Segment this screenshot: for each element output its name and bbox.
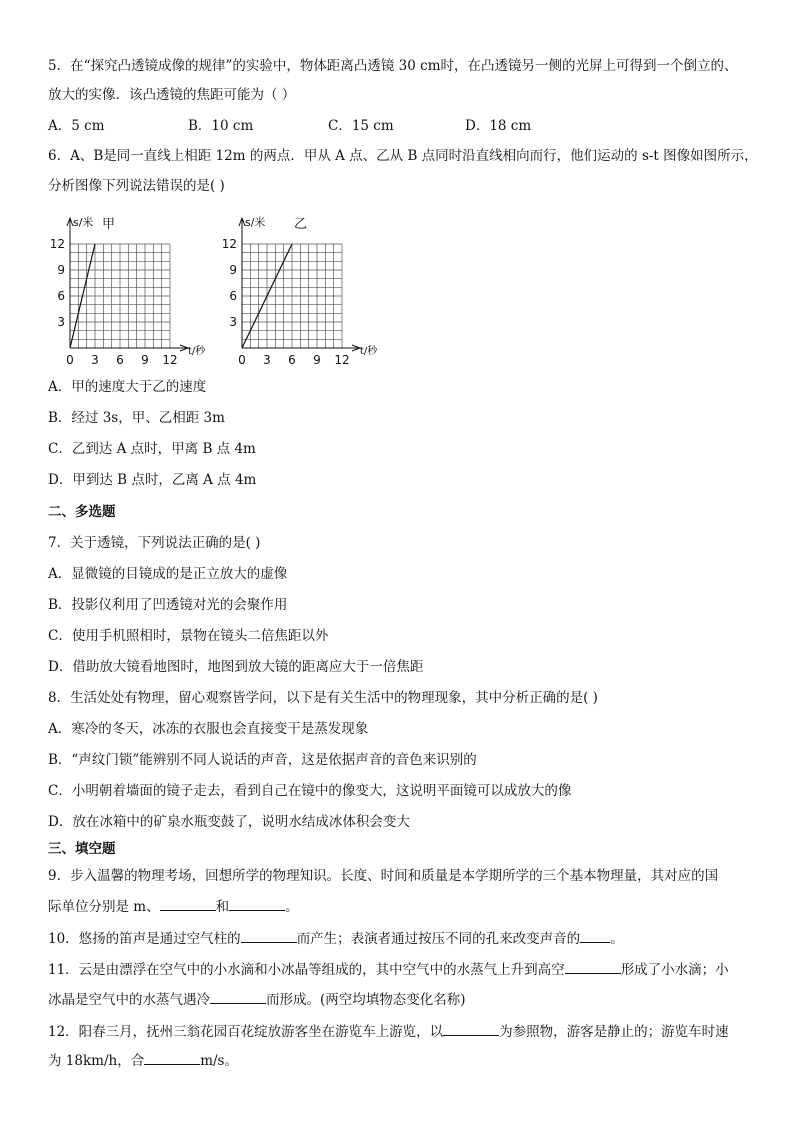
q7-option-b: B．投影仪利用了凹透镜对光的会聚作用: [48, 597, 288, 613]
x-tick-label: 12: [162, 353, 178, 367]
q8-option-d: D．放在冰箱中的矿泉水瓶变鼓了，说明水结成冰体积会变大: [48, 814, 410, 830]
q7-option-d: D．借助放大镜看地图时，地图到放大镜的距离应大于一倍焦距: [48, 659, 424, 675]
q10-line: [48, 928, 624, 949]
y-tick-label: 9: [57, 263, 65, 277]
q12-line2: [48, 1050, 238, 1071]
section-heading-multiple-choice: 二、多选题: [48, 504, 116, 520]
q6-option-b: B．经过 3s，甲、乙相距 3m: [48, 410, 225, 426]
q10-blank-2[interactable]: [580, 928, 610, 943]
x-tick-label: 9: [141, 353, 149, 367]
q9-line2: [48, 896, 299, 917]
q5-option-c: C．15 cm: [328, 118, 394, 134]
q7-option-a: A．显微镜的目镜成的是正立放大的虚像: [48, 566, 288, 582]
x-tick-label: 0: [66, 353, 74, 367]
q7-stem: 7．关于透镜，下列说法正确的是( ): [48, 535, 261, 551]
x-tick-label: 3: [91, 353, 99, 367]
chart-title: 甲: [102, 217, 116, 232]
q10-blank-1[interactable]: [241, 928, 297, 943]
x-tick-label: 12: [334, 353, 350, 367]
q11-blank-1[interactable]: [565, 959, 621, 974]
y-tick-label: 3: [229, 315, 237, 329]
q6-stem-line1: 6．A、B是同一直线上相距 12m 的两点．甲从 A 点、乙从 B 点同时沿直线相向而行，他们运动的 s-t 图像如图所示，: [48, 148, 758, 164]
q11-text-2a: 冰晶是空气中的水蒸气遇冷: [48, 992, 210, 1008]
q6-option-c: C．乙到达 A 点时，甲离 B 点 4m: [48, 441, 256, 457]
x-axis-label: t/秒: [360, 346, 378, 357]
y-tick-label: 6: [57, 289, 65, 303]
q9-text-a: 际单位分别是 m、: [48, 899, 160, 915]
q12-line1: [48, 1021, 729, 1042]
q5-stem-line2: 放大的实像．该凸透镜的焦距可能为（ ）: [48, 87, 296, 103]
y-tick-label: 3: [57, 315, 65, 329]
q11-blank-2[interactable]: [210, 989, 266, 1004]
q7-option-c: C．使用手机照相时，景物在镜头二倍焦距以外: [48, 628, 329, 644]
q9-blank-2[interactable]: [229, 896, 285, 911]
q10-text-a: 10．悠扬的笛声是通过空气柱的: [48, 931, 241, 947]
chart-jia: [40, 210, 210, 370]
q5-stem-line1: 5．在“探究凸透镜成像的规律”的实验中，物体距离凸透镜 30 cm时，在凸透镜另一侧的光屏上可得到一个倒立的、: [48, 58, 738, 74]
q6-option-a: A．甲的速度大于乙的速度: [48, 379, 207, 395]
x-tick-label: 6: [288, 353, 296, 367]
q8-option-b: B．“声纹门锁”能辨别不同人说话的声音，这是依据声音的音色来识别的: [48, 752, 477, 768]
q12-blank-1[interactable]: [443, 1021, 499, 1036]
q9-text-b: 和: [215, 899, 230, 915]
q9-line1: 9．步入温馨的物理考场，回想所学的物理知识。长度、时间和质量是本学期所学的三个基本物理量，其对应的国: [48, 868, 719, 884]
q11-text-2b: 而形成。(两空均填物态变化名称): [266, 992, 466, 1008]
q8-stem: 8．生活处处有物理，留心观察皆学问，以下是有关生活中的物理现象，其中分析正确的是( ): [48, 690, 598, 706]
x-tick-label: 0: [238, 353, 246, 367]
q12-text-2a: 为 18km/h，合: [48, 1053, 145, 1069]
q5-option-b: B．10 cm: [188, 118, 254, 134]
q5-option-d: D．18 cm: [465, 118, 532, 134]
q9-blank-1[interactable]: [160, 896, 216, 911]
y-axis-label: s/米: [245, 216, 266, 229]
q9-text-c: 。: [285, 899, 299, 915]
q10-text-b: 而产生；表演者通过按压不同的孔来改变声音的: [296, 931, 581, 947]
y-tick-label: 9: [229, 263, 237, 277]
y-axis-label: s/米: [73, 216, 94, 229]
q12-text-1a: 12．阳春三月，抚州三翁花园百花绽放游客坐在游览车上游览，以: [48, 1024, 444, 1040]
q12-text-1b: 为参照物，游客是静止的；游览车时速: [499, 1024, 729, 1040]
q5-option-a: A．5 cm: [48, 118, 105, 134]
section-heading-fill-blank: 三、填空题: [48, 841, 116, 857]
chart-title: 乙: [294, 217, 308, 232]
q12-blank-2[interactable]: [144, 1050, 200, 1065]
chart-yi: [212, 210, 392, 370]
q11-line1: [48, 959, 729, 980]
q8-option-c: C．小明朝着墙面的镜子走去，看到自己在镜中的像变大，这说明平面镜可以成放大的像: [48, 783, 572, 799]
x-axis-label: t/秒: [188, 346, 206, 357]
x-tick-label: 9: [313, 353, 321, 367]
q6-stem-line2: 分析图像下列说法错误的是( ): [48, 178, 225, 194]
q11-text-1a: 11．云是由漂浮在空气中的小水滴和小冰晶等组成的，其中空气中的水蒸气上升到高空: [48, 962, 565, 978]
y-tick-label: 12: [221, 237, 237, 251]
q12-text-2b: m/s。: [200, 1053, 238, 1069]
q8-option-a: A．寒冷的冬天，冰冻的衣服也会直接变干是蒸发现象: [48, 721, 369, 737]
q5-options: [48, 116, 531, 136]
y-tick-label: 12: [49, 237, 65, 251]
q6-option-d: D．甲到达 B 点时，乙离 A 点 4m: [48, 472, 257, 488]
x-tick-label: 3: [263, 353, 271, 367]
q10-text-c: 。: [610, 931, 624, 947]
x-tick-label: 6: [116, 353, 124, 367]
y-tick-label: 6: [229, 289, 237, 303]
q11-line2: [48, 989, 466, 1010]
q11-text-1b: 形成了小水滴；小: [620, 962, 729, 978]
